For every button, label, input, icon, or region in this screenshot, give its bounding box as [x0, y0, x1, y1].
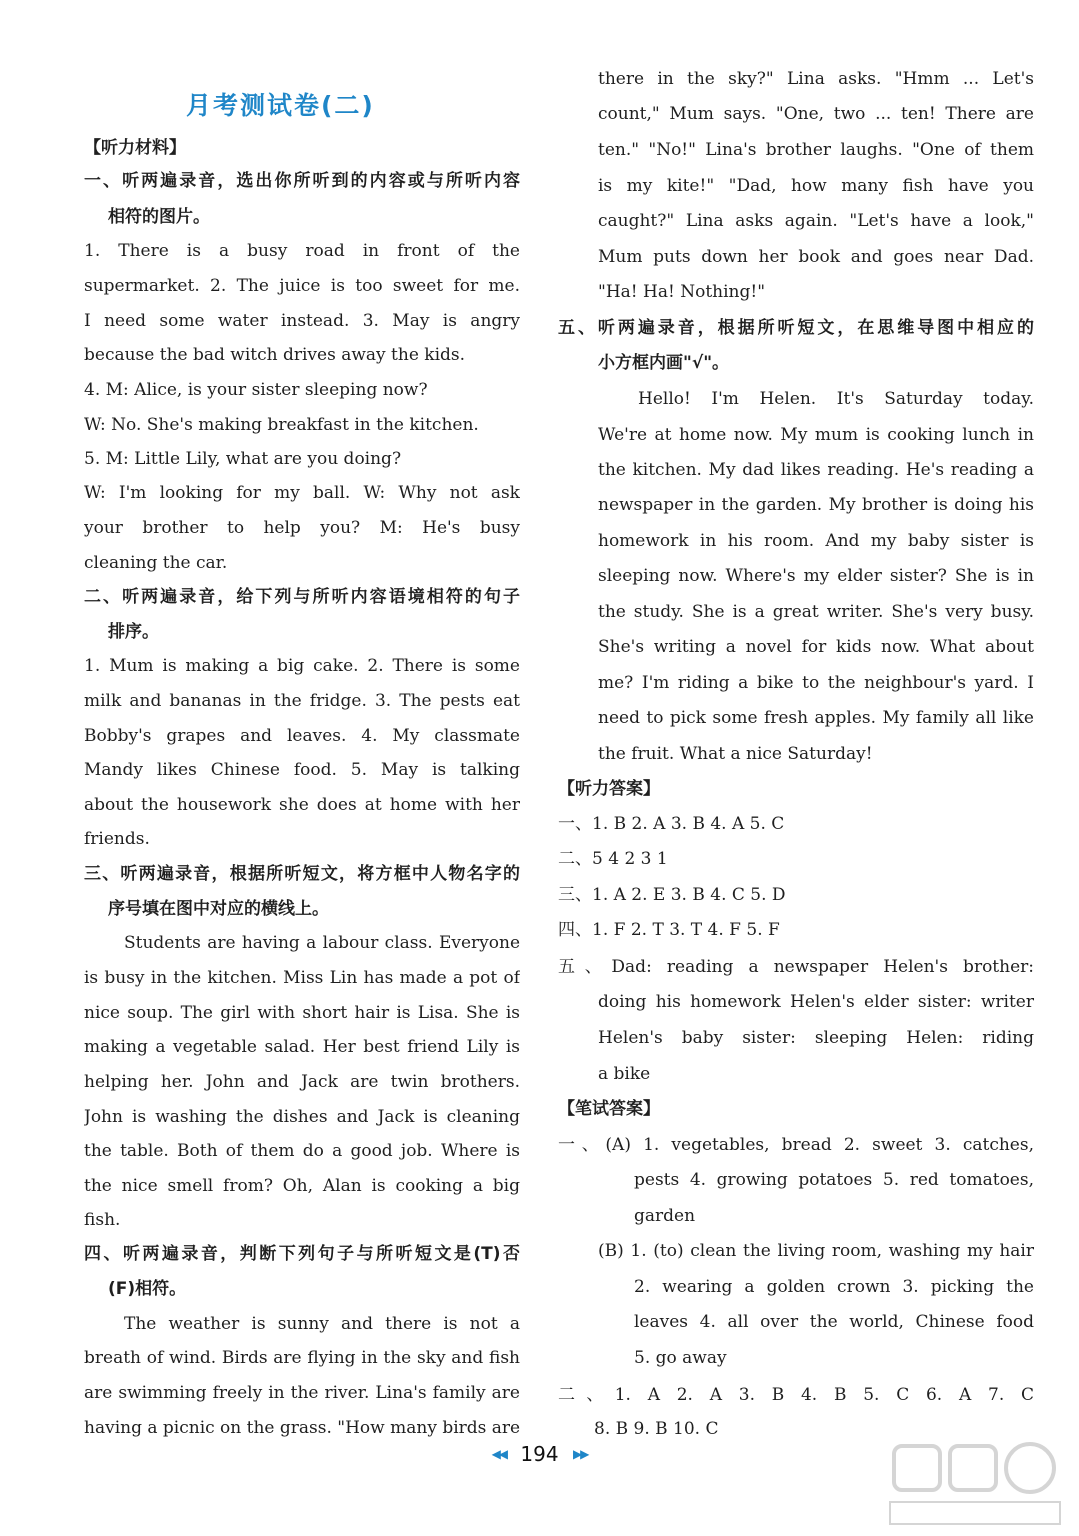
text-line: a bike — [598, 1064, 651, 1084]
text-line: your brother to help you? M: He's busy — [84, 518, 520, 538]
text-line: Hello! I'm Helen. It's Saturday today. — [638, 389, 1034, 409]
text-line: The weather is sunny and there is not a — [124, 1314, 520, 1334]
text-line: the kitchen. My dad likes reading. He's reading a — [598, 460, 1034, 480]
section-heading: 一、听两遍录音，选出你所听到的内容或与所听内容 — [84, 171, 520, 191]
text-line: 1. Mum is making a big cake. 2. There is some — [84, 656, 520, 676]
text-line: leaves 4. all over the world, Chinese food — [634, 1312, 1034, 1332]
text-line: 二、1. A 2. A 3. B 4. B 5. C 6. A 7. C — [558, 1385, 1034, 1405]
section-heading: (F)相符。 — [108, 1279, 187, 1299]
text-line: sleeping now. Where's my elder sister? She is in — [598, 566, 1034, 586]
text-line: helping her. John and Jack are twin brothers. — [84, 1072, 520, 1092]
section-heading: 小方框内画"√"。 — [598, 353, 730, 373]
text-line: having a picnic on the grass. "How many birds are — [84, 1418, 520, 1438]
text-line: I need some water instead. 3. May is angry — [84, 311, 520, 331]
text-line: the fruit. What a nice Saturday! — [598, 744, 873, 764]
text-line: We're at home now. My mum is cooking lunch in — [598, 425, 1034, 445]
text-line: there in the sky?" Lina asks. "Hmm ... Let's — [598, 69, 1034, 89]
text-line: making a vegetable salad. Her best friend Lily is — [84, 1037, 520, 1057]
text-line: need to pick some fresh apples. My family all like — [598, 708, 1034, 728]
section-heading: 二、听两遍录音，给下列与所听内容语境相符的句子 — [84, 587, 520, 607]
text-line: 1. There is a busy road in front of the — [84, 241, 520, 261]
text-line: because the bad witch drives away the kids. — [84, 345, 466, 365]
text-line: W: No. She's making breakfast in the kitchen. — [84, 415, 479, 435]
text-line: cleaning the car. — [84, 553, 228, 573]
text-line: John is washing the dishes and Jack is cleaning — [84, 1107, 520, 1127]
text-line: the nice smell from? Oh, Alan is cooking a big — [84, 1176, 520, 1196]
text-line: Mum puts down her book and goes near Dad. — [598, 247, 1034, 267]
text-line: (B) 1. (to) clean the living room, washing my hair — [598, 1241, 1034, 1261]
text-line: garden — [634, 1206, 696, 1226]
text-line: homework in his room. And my baby sister is — [598, 531, 1034, 551]
text-line: 一、1. B 2. A 3. B 4. A 5. C — [558, 814, 785, 834]
page-number: 194 — [520, 1442, 559, 1466]
text-line: caught?" Lina asks again. "Let's have a look," — [598, 211, 1034, 231]
section-heading: 【听力答案】 — [558, 779, 660, 799]
text-line: 8. B 9. B 10. C — [594, 1419, 719, 1439]
watermark-logo — [880, 1440, 1070, 1530]
text-line: ten." "No!" Lina's brother laughs. "One of them — [598, 140, 1034, 160]
text-line: fish. — [84, 1210, 121, 1230]
text-line: the study. She is a great writer. She's very busy. — [598, 602, 1034, 622]
text-line: W: I'm looking for my ball. W: Why not ask — [84, 483, 520, 503]
text-line: 2. wearing a golden crown 3. picking the — [634, 1277, 1034, 1297]
text-line: milk and bananas in the fridge. 3. The pests eat — [84, 691, 520, 711]
section-heading: 三、听两遍录音，根据所听短文，将方框中人物名字的 — [84, 864, 520, 884]
text-line: is busy in the kitchen. Miss Lin has made a pot of — [84, 968, 520, 988]
section-heading: 【笔试答案】 — [558, 1099, 660, 1119]
text-line: Bobby's grapes and leaves. 4. My classmate — [84, 726, 520, 746]
text-line: is my kite!" "Dad, how many fish have you — [598, 176, 1034, 196]
section-heading: 相符的图片。 — [108, 207, 210, 227]
prev-arrows-icon: ◀◀ — [491, 1447, 507, 1461]
section-heading: 五、听两遍录音，根据所听短文，在思维导图中相应的 — [558, 318, 1034, 338]
text-line: doing his homework Helen's elder sister: writer — [598, 992, 1034, 1012]
text-line: She's writing a novel for kids now. What about — [598, 637, 1034, 657]
text-line: me? I'm riding a bike to the neighbour's yard. I — [598, 673, 1034, 693]
text-line: 4. M: Alice, is your sister sleeping now? — [84, 380, 428, 400]
next-arrows-icon: ▶▶ — [572, 1447, 588, 1461]
section-heading: 【听力材料】 — [84, 138, 186, 158]
text-line: friends. — [84, 829, 150, 849]
text-line: "Ha! Ha! Nothing!" — [598, 282, 766, 302]
section-heading: 序号填在图中对应的横线上。 — [108, 899, 329, 919]
text-line: the table. Both of them do a good job. Where is — [84, 1141, 520, 1161]
text-line: Students are having a labour class. Everyone — [124, 933, 520, 953]
text-line: Helen's baby sister: sleeping Helen: riding — [598, 1028, 1034, 1048]
page-title: 月考测试卷(二) — [186, 91, 375, 120]
text-line: Mandy likes Chinese food. 5. May is talking — [84, 760, 520, 780]
text-line: nice soup. The girl with short hair is Lisa. She is — [84, 1003, 520, 1023]
text-line: pests 4. growing potatoes 5. red tomatoes, — [634, 1170, 1034, 1190]
text-line: 四、1. F 2. T 3. T 4. F 5. F — [558, 920, 780, 940]
text-line: about the housework she does at home with her — [84, 795, 520, 815]
text-line: newspaper in the garden. My brother is doing his — [598, 495, 1034, 515]
text-line: 一、(A) 1. vegetables, bread 2. sweet 3. catches, — [558, 1135, 1034, 1155]
text-line: 五、Dad: reading a newspaper Helen's brother: — [558, 957, 1034, 977]
text-line: are swimming freely in the river. Lina's family are — [84, 1383, 520, 1403]
text-line: 三、1. A 2. E 3. B 4. C 5. D — [558, 885, 786, 905]
text-line: 二、5 4 2 3 1 — [558, 849, 668, 869]
text-line: 5. go away — [634, 1348, 727, 1368]
text-line: 5. M: Little Lily, what are you doing? — [84, 449, 402, 469]
text-line: breath of wind. Birds are flying in the sky and fish — [84, 1348, 520, 1368]
text-line: count," Mum says. "One, two ... ten! There are — [598, 104, 1034, 124]
section-heading: 四、听两遍录音，判断下列句子与所听短文是(T)否 — [84, 1244, 520, 1264]
text-line: supermarket. 2. The juice is too sweet for me. — [84, 276, 520, 296]
section-heading: 排序。 — [108, 622, 159, 642]
